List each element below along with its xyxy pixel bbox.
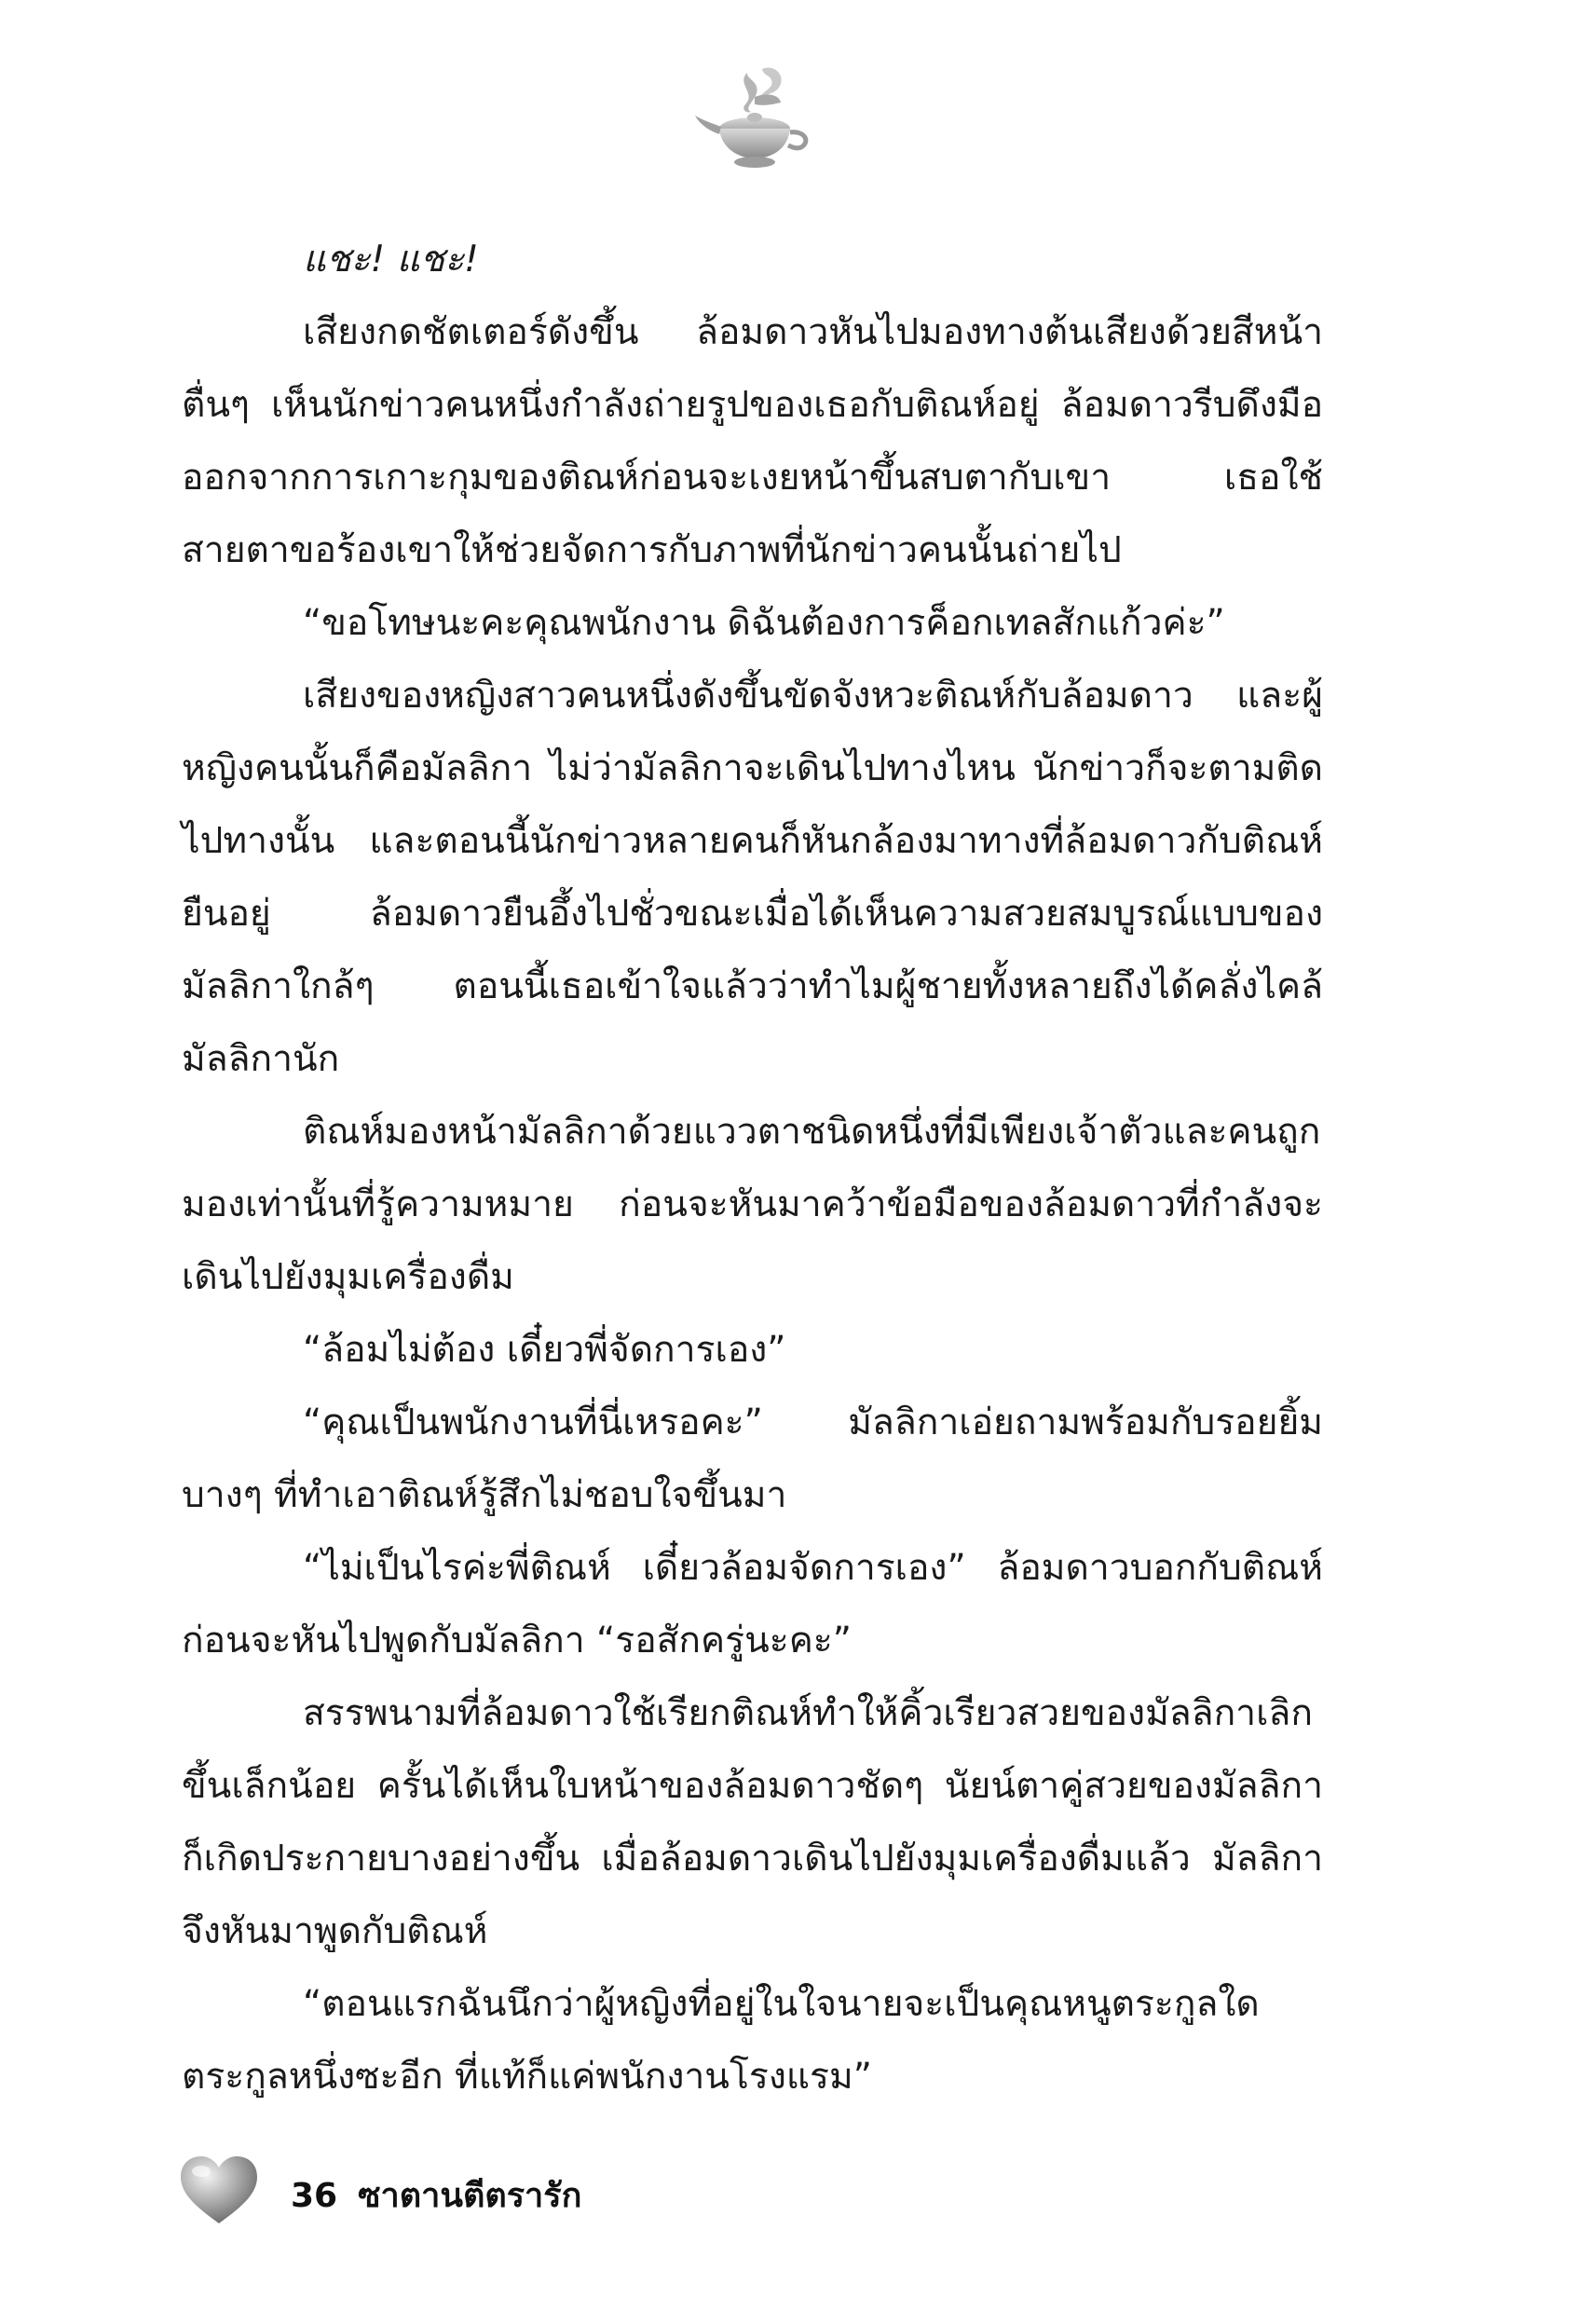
book-title: ซาตานตีตรารัก <box>358 2177 582 2215</box>
paragraph: แชะ! แชะ! <box>303 239 479 280</box>
paragraph: “ตอนแรกฉันนึกว่าผู้หญิงที่อยู่ในใจนายจะเป็นคุณหนูตระกูลใดตระกูลหนึ่งซะอีก ที่แท้ก็แค่พนักงานโรงแรม” <box>182 1983 1260 2098</box>
page-number: 36 <box>291 2177 338 2215</box>
paragraph: สรรพนามที่ล้อมดาวใช้เรียกติณห์ทำให้คิ้วเรียวสวยของมัลลิกาเลิกขึ้นเล็กน้อย ครั้นได้เห็นใบหน้าของล้อมดาวชัดๆ นัยน์ตาคู่สวยของมัลลิกาก็เกิดประกายบางอย่างขึ้น เมื่อล้อมดาวเดินไปยังมุมเครื่องดื่มแล้ว มัลลิกาจึงหันมาพูดกับติณห์ <box>182 1692 1323 1952</box>
paragraph: ติณห์มองหน้ามัลลิกาด้วยแววตาชนิดหนึ่งที่มีเพียงเจ้าตัวและคนถูกมองเท่านั้นที่รู้ความหมาย ก่อนจะหันมาคว้าข้อมือของล้อมดาวที่กำลังจะเดินไปยังมุมเครื่องดื่ม <box>182 1111 1323 1298</box>
folio <box>291 2168 602 2222</box>
paragraph: “ขอโทษนะคะคุณพนักงาน ดิฉันต้องการค็อกเทลสักแก้วค่ะ” <box>303 602 1225 644</box>
paragraph: เสียงของหญิงสาวคนหนึ่งดังขึ้นขัดจังหวะติณห์กับล้อมดาว และผู้หญิงคนนั้นก็คือมัลลิกา ไม่ว่ามัลลิกาจะเดินไปทางไหน นักข่าวก็จะตามติดไปทางนั้น และตอนนี้นักข่าวหลายคนก็หันกล้องมาทางที่ล้อมดาวกับติณห์ยืนอยู่ ล้อมดาวยืนอึ้งไปชั่วขณะเมื่อได้เห็นความสวยสมบูรณ์แบบของมัลลิกาใกล้ๆ ตอนนี้เธอเข้าใจแล้วว่าทำไมผู้ชายทั้งหลายถึงได้คลั่งไคล้มัลลิกานัก <box>182 675 1323 1080</box>
paragraph: เสียงกดชัตเตอร์ดังขึ้น ล้อมดาวหันไปมองทางต้นเสียงด้วยสีหน้าตื่นๆ เห็นนักข่าวคนหนึ่งกำลังถ่ายรูปของเธอกับติณห์อยู่ ล้อมดาวรีบดึงมือออกจากการเกาะกุมของติณห์ก่อนจะเงยหน้าขึ้นสบตากับเขา เธอใช้สายตาขอร้องเขาให้ช่วยจัดการกับภาพที่นักข่าวคนนั้นถ่ายไป <box>182 311 1323 571</box>
heart-icon <box>177 2153 261 2227</box>
body-text <box>182 224 1323 2113</box>
magic-lamp-icon <box>689 56 820 186</box>
paragraph: “ไม่เป็นไรค่ะพี่ติณห์ เดี๋ยวล้อมจัดการเอง” ล้อมดาวบอกกับติณห์ก่อนจะหันไปพูดกับมัลลิกา “รอสักครู่นะคะ” <box>182 1547 1323 1661</box>
page-footer <box>177 2148 829 2232</box>
paragraph: “คุณเป็นพนักงานที่นี่เหรอคะ” มัลลิกาเอ่ยถามพร้อมกับรอยยิ้มบางๆ ที่ทำเอาติณห์รู้สึกไม่ชอบใจขึ้นมา <box>182 1402 1323 1516</box>
paragraph: “ล้อมไม่ต้อง เดี๋ยวพี่จัดการเอง” <box>303 1329 786 1371</box>
